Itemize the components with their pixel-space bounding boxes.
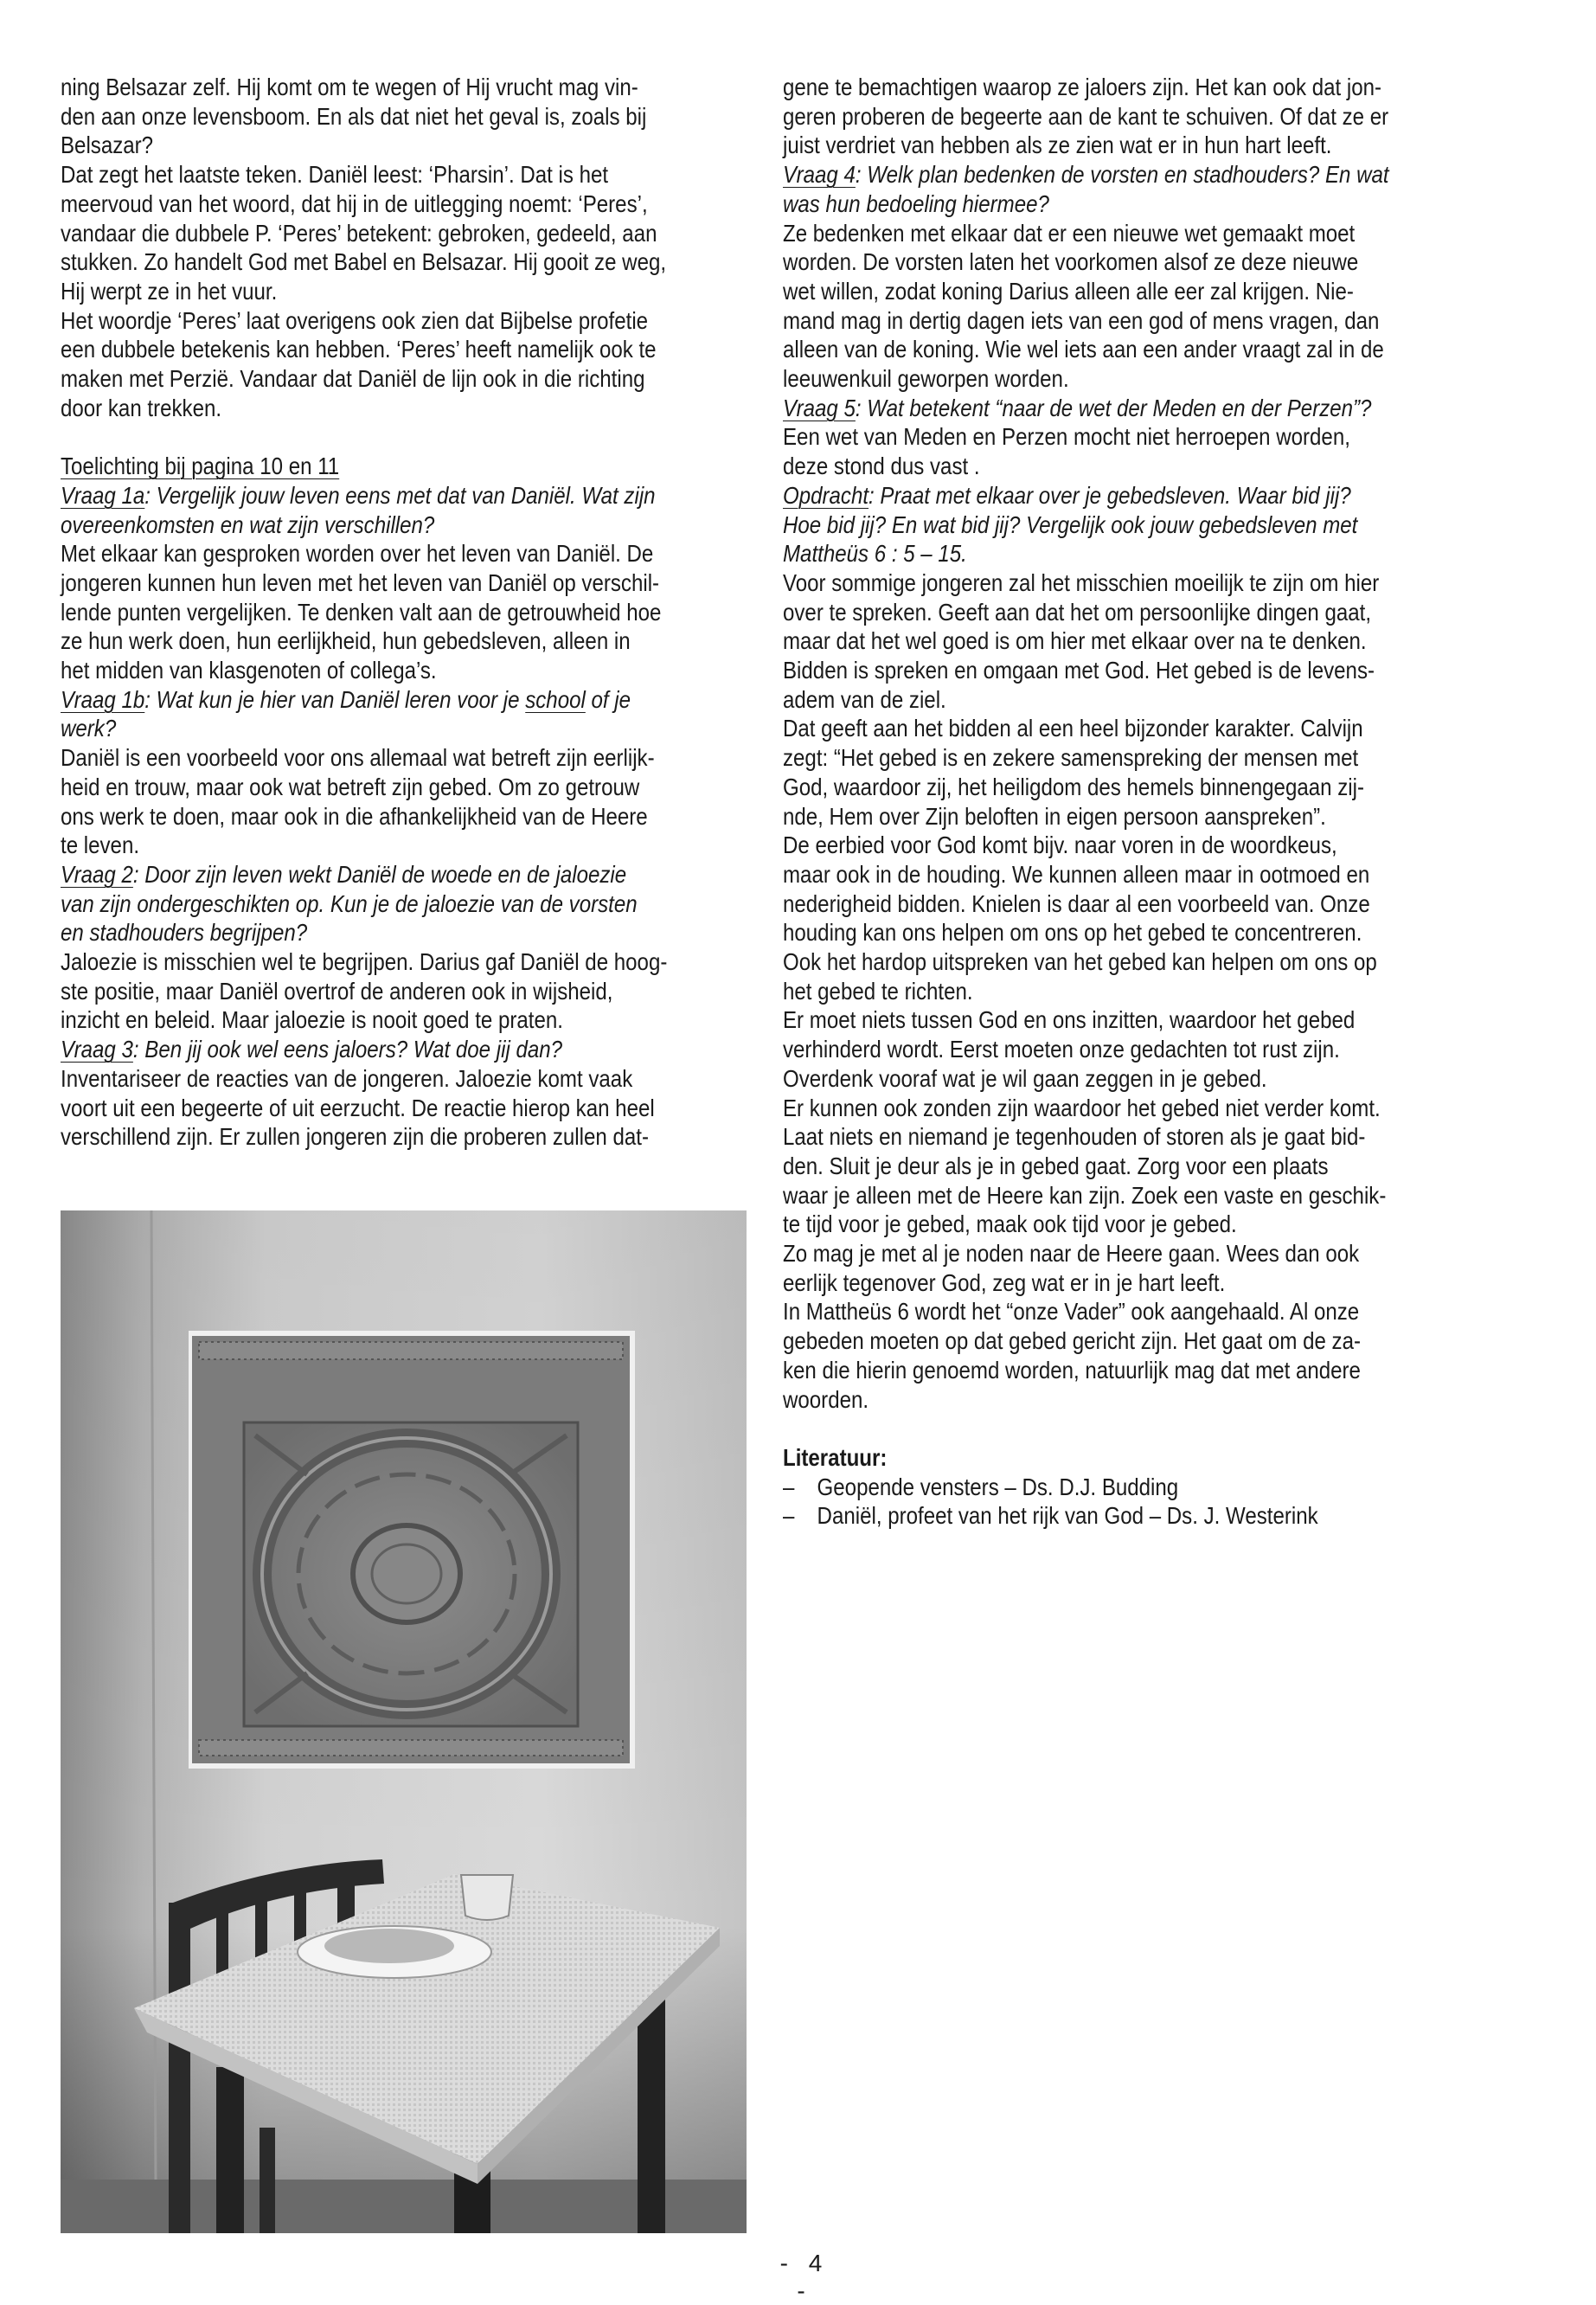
text-line — [61, 714, 116, 743]
text-line: Jaloezie is misschien wel te begrijpen. Darius gaf Daniël de hoog- — [61, 948, 668, 975]
water-glass — [461, 1875, 513, 1920]
text-line: nde, Hem over Zijn beloften in eigen persoon aanspreken”. — [783, 802, 1326, 830]
text-line — [61, 918, 307, 947]
text-line: lende punten vergelijken. Te denken valt aan de getrouwheid hoe — [61, 598, 662, 626]
question-text: was hun bedoeling hiermee? — [783, 189, 1049, 217]
underlined-label: Vraag 3 — [61, 1036, 133, 1063]
text-line — [61, 1035, 562, 1064]
text-line: verschillend zijn. Er zullen jongeren zijn die proberen zullen dat- — [61, 1123, 649, 1151]
text-line — [61, 860, 626, 889]
text-line: Hij werpt ze in het vuur. — [61, 277, 278, 305]
text-line: den aan onze levensboom. En als dat niet het geval is, zoals bij — [61, 102, 647, 130]
bread — [324, 1929, 454, 1963]
text-line: vandaar die dubbele P. ‘Peres’ betekent: gebroken, gedeeld, aan — [61, 219, 657, 247]
underlined-label: Vraag 5 — [783, 394, 856, 421]
text-line: maken met Perzië. Vandaar dat Daniël de lijn ook in die richting — [61, 365, 645, 392]
text-line: heid en trouw, maar ook wat betreft zijn gebed. Om zo getrouw — [61, 773, 640, 800]
question-text: Mattheüs 6 : 5 – 15. — [783, 540, 967, 568]
text-line: den. Sluit je deur als je in gebed gaat. Zorg voor een plaats — [783, 1152, 1329, 1179]
question-text: werk? — [61, 715, 117, 742]
text-line: zegt: “Het gebed is en zekere samenspreking der mensen met — [783, 744, 1359, 772]
question-text: : Wat betekent “naar de wet der Meden en der Perzen”? — [855, 394, 1372, 421]
text-line: nederigheid bidden. Knielen is daar al een voorbeeld van. Onze — [783, 889, 1370, 917]
list-dash: – — [783, 1473, 795, 1500]
question-text: : Praat met elkaar over je gebedsleven. Waar bid jij? — [869, 481, 1351, 509]
text-line: Laat niets en niemand je tegenhouden of storen als je gaat bid- — [783, 1123, 1366, 1151]
literature-title: Geopende vensters – Ds. D.J. Budding — [817, 1473, 1179, 1500]
text-line: alleen van de koning. Wie wel iets aan een ander vraagt zal in de — [783, 336, 1384, 363]
question-text: of je — [585, 685, 631, 713]
text-line: gebeden moeten op dat gebed gericht zijn. Het gaat om de za- — [783, 1327, 1362, 1355]
underlined-label: school — [525, 685, 586, 713]
text-line: inzicht en beleid. Maar jaloezie is nooit goed te praten. — [61, 1006, 563, 1034]
text-line: te tijd voor je gebed, maak ook tijd voor je gebed. — [783, 1210, 1237, 1238]
text-line: mand mag in dertig dagen iets van een god of mens vragen, dan — [783, 306, 1380, 334]
text-line: De eerbied voor God komt bijv. naar voren in de woordkeus, — [783, 831, 1337, 859]
text-line: het gebed te richten. — [783, 977, 973, 1005]
question-text: overeenkomsten en wat zijn verschillen? — [61, 510, 435, 538]
text-line: God, waardoor zij, het heiligdom des hemels binnengegaan zij- — [783, 773, 1364, 800]
text-line: Bidden is spreken en omgaan met God. Het gebed is de levens- — [783, 657, 1375, 684]
right-column — [783, 0, 1475, 2302]
question-text: : Door zijn leven wekt Daniël de woede en de jaloezie — [132, 860, 627, 888]
text-line: ken die hierin genoemd worden, natuurlijk mag dat met andere — [783, 1356, 1361, 1384]
text-line: juist verdriet van hebben als ze zien wat er in hun hart leeft. — [783, 132, 1332, 159]
underlined-label: Opdracht — [783, 481, 869, 509]
text-line: te leven. — [61, 831, 140, 859]
question-text: van zijn ondergeschikten op. Kun je de jaloezie van de vorsten — [61, 889, 638, 917]
text-line: door kan trekken. — [61, 394, 222, 421]
carved-stone-panel — [189, 1331, 635, 1769]
text-line: Daniël is een voorbeeld voor ons allemaal wat betreft zijn eerlijk- — [61, 744, 655, 772]
text-line: Er kunnen ook zonden zijn waardoor het gebed niet verder komt. — [783, 1094, 1381, 1121]
text-line: Dat geeft aan het bidden al een heel bijzonder karakter. Calvijn — [783, 715, 1363, 742]
underlined-label: Vraag 1a — [61, 481, 145, 509]
text-line: Er moet niets tussen God en ons inzitten, waardoor het gebed — [783, 1006, 1356, 1034]
text-line: een dubbele betekenis kan hebben. ‘Peres’ heeft namelijk ook te — [61, 336, 657, 363]
text-line: eerlijk tegenover God, zeg wat er in je hart leeft. — [783, 1268, 1226, 1296]
question-text: : Ben jij ook wel eens jaloers? Wat doe jij dan? — [132, 1036, 563, 1063]
text-line: Ook het hardop uitspreken van het gebed kan helpen om ons op — [783, 948, 1377, 975]
text-line — [61, 685, 631, 715]
text-line: het midden van klasgenoten of collega’s. — [61, 657, 437, 684]
text-line — [783, 160, 1389, 189]
literature-heading: Literatuur: — [783, 1443, 888, 1471]
text-line — [783, 510, 1357, 540]
text-line — [61, 889, 638, 919]
text-line: Zo mag je met al je noden naar de Heere gaan. Wees dan ook — [783, 1240, 1360, 1267]
question-text: : Vergelijk jouw leven eens met dat van Daniël. Wat zijn — [144, 481, 656, 509]
text-line — [61, 510, 434, 540]
text-line: adem van de ziel. — [783, 685, 946, 713]
text-line: voort uit een begeerte of uit eerzucht. De reactie hierop kan heel — [61, 1094, 655, 1121]
text-line: gene te bemachtigen waarop ze jaloers zijn. Het kan ook dat jon- — [783, 74, 1382, 100]
text-line: ning Belsazar zelf. Hij komt om te wegen of Hij vrucht mag vin- — [61, 74, 638, 100]
text-line: Voor sommige jongeren zal het misschien moeilijk te zijn om hier — [783, 568, 1380, 596]
text-line — [783, 394, 1371, 423]
photo-carved-panel-and-table — [61, 1210, 747, 2233]
question-text: en stadhouders begrijpen? — [61, 919, 308, 947]
list-dash: – — [783, 1502, 795, 1530]
text-line: meervoud van het woord, dat hij in de uitlegging noemt: ‘Peres’, — [61, 189, 648, 217]
text-line: worden. De vorsten laten het voorkomen alsof ze deze nieuwe — [783, 248, 1359, 276]
text-line: leeuwenkuil geworpen worden. — [783, 365, 1069, 392]
text-line: Een wet van Meden en Perzen mocht niet herroepen worden, — [783, 423, 1350, 451]
underlined-label: Vraag 2 — [61, 860, 133, 888]
text-line: ons werk te doen, maar ook in die afhankelijkheid van de Heere — [61, 802, 648, 830]
text-line: verhinderd wordt. Eerst moeten onze gedachten tot rust zijn. — [783, 1036, 1340, 1063]
text-line: Inventariseer de reacties van de jongeren. Jaloezie komt vaak — [61, 1064, 633, 1092]
page-number: - 4 - — [779, 2250, 830, 2304]
literature-item — [783, 1501, 1318, 1531]
text-line: waar je alleen met de Heere kan zijn. Zoek een vaste en geschik- — [783, 1181, 1387, 1209]
text-line: Ze bedenken met elkaar dat er een nieuwe wet gemaakt moet — [783, 219, 1356, 247]
text-line: over te spreken. Geeft aan dat het om persoonlijke dingen gaat, — [783, 598, 1372, 626]
text-line: ste positie, maar Daniël overtrof de anderen ook in wijsheid, — [61, 977, 613, 1005]
text-line: wet willen, zodat koning Darius alleen alle eer zal krijgen. Nie- — [783, 277, 1354, 305]
text-line: woorden. — [783, 1385, 869, 1413]
text-line: In Mattheüs 6 wordt het “onze Vader” ook aangehaald. Al onze — [783, 1298, 1360, 1326]
question-text: : Wat kun je hier van Daniël leren voor je — [144, 685, 526, 713]
text-line: Overdenk vooraf wat je wil gaan zeggen in je gebed. — [783, 1064, 1267, 1092]
underlined-label: Vraag 4 — [783, 161, 856, 189]
text-line: Met elkaar kan gesproken worden over het leven van Daniël. De — [61, 540, 654, 568]
text-line: geren proberen de begeerte aan de kant te schuiven. Of dat ze er — [783, 102, 1389, 130]
text-line — [783, 539, 967, 568]
literature-item — [783, 1473, 1178, 1502]
underlined-label: Toelichting bij pagina 10 en 11 — [61, 453, 340, 480]
text-line: Het woordje ‘Peres’ laat overigens ook zien dat Bijbelse profetie — [61, 306, 649, 334]
photo-illustration — [61, 1210, 747, 2233]
text-line: deze stond dus vast . — [783, 453, 980, 480]
text-line — [783, 189, 1049, 219]
text-line: Dat zegt het laatste teken. Daniël leest: ‘Pharsin’. Dat is het — [61, 161, 609, 189]
text-line: maar dat het wel goed is om hier met elkaar over na te denken. — [783, 627, 1367, 655]
text-line — [61, 481, 656, 510]
text-line: houding kan ons helpen om ons op het gebed te concentreren. — [783, 919, 1362, 947]
text-line: jongeren kunnen hun leven met het leven van Daniël op verschil- — [61, 568, 660, 596]
question-text: : Welk plan bedenken de vorsten en stadhouders? En wat — [855, 161, 1389, 189]
underlined-label: Vraag 1b — [61, 685, 145, 713]
literature-title: Daniël, profeet van het rijk van God – Ds. J. Westerink — [817, 1502, 1318, 1530]
text-line: stukken. Zo handelt God met Babel en Belsazar. Hij gooit ze weg, — [61, 248, 667, 276]
text-line: maar ook in de houding. We kunnen alleen maar in ootmoed en — [783, 860, 1370, 888]
text-line — [61, 452, 339, 481]
text-line: ze hun werk doen, hun eerlijkheid, hun gebedsleven, alleen in — [61, 627, 631, 655]
text-line: Belsazar? — [61, 132, 154, 159]
text-line — [783, 481, 1351, 510]
question-text: Hoe bid jij? En wat bid jij? Vergelijk ook jouw gebedsleven met — [783, 510, 1358, 538]
